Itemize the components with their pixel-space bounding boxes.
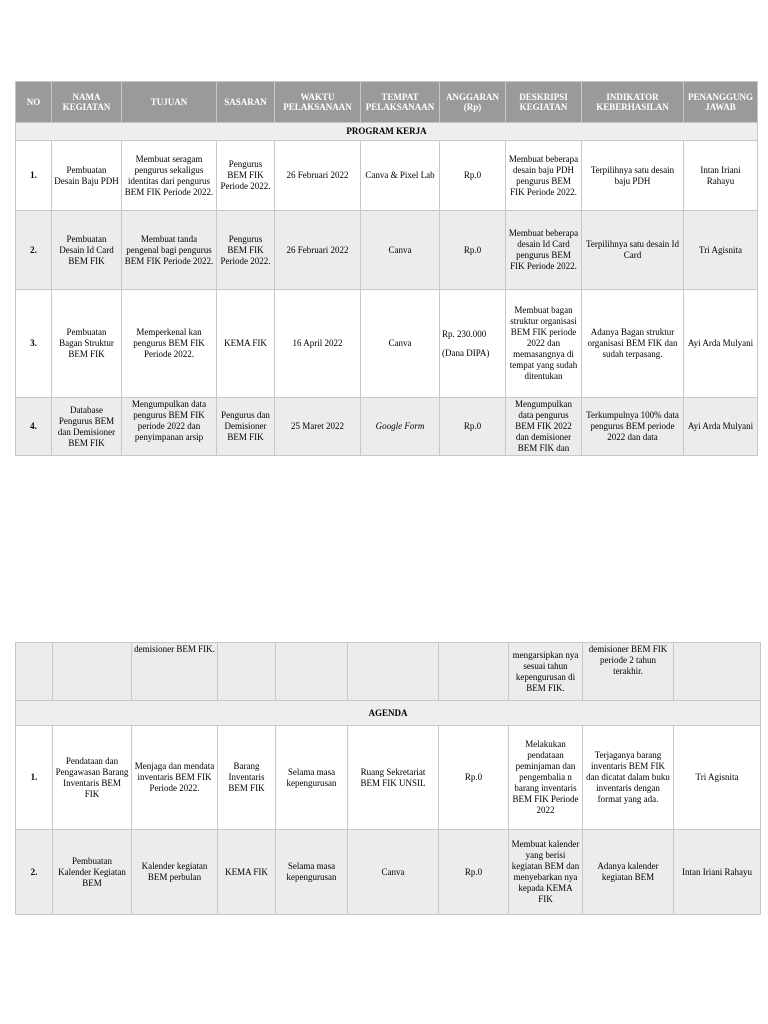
cell-tempat: Ruang Sekretariat BEM FIK UNSIL (348, 726, 439, 830)
header-deskripsi: DESKRIPSI KEGIATAN (506, 82, 582, 123)
cell-sasaran: Pengurus dan Demisioner BEM FIK (217, 398, 275, 456)
cell-anggaran (440, 290, 506, 398)
section-row (16, 123, 758, 141)
header-anggaran: ANGGARAN (Rp) (440, 82, 506, 123)
cell-tujuan: Membuat tanda pengenal bagi pengurus BEM FIK Periode 2022. (122, 211, 217, 290)
cell-indikator: Terjaganya barang inventaris BEM FIK dan dicatat dalam buku inventaris dengan format yang ada. (583, 726, 674, 830)
cell-no (16, 643, 53, 701)
cell-anggaran: Rp.0 (440, 398, 506, 456)
cell-tujuan: demisioner BEM FIK. (132, 643, 218, 701)
cell-penanggung-jawab: Tri Agisnita (674, 726, 761, 830)
cell-indikator: Terpilihnya satu desain baju PDH (582, 141, 684, 211)
cell-no: 2. (16, 211, 52, 290)
cell-tempat: Canva (361, 290, 440, 398)
table-row (16, 290, 758, 398)
header-indikator: INDIKATOR KEBERHASILAN (582, 82, 684, 123)
continued-row (16, 643, 761, 701)
section-title: AGENDA (16, 701, 761, 726)
cell-waktu: Selama masa kepengurusan (276, 726, 348, 830)
cell-nama (53, 643, 132, 701)
cell-tujuan: Menjaga dan mendata inventaris BEM FIK Periode 2022. (132, 726, 218, 830)
cell-no: 3. (16, 290, 52, 398)
cell-waktu: 16 April 2022 (275, 290, 361, 398)
cell-deskripsi: Membuat bagan struktur organisasi BEM FIK periode 2022 dan memasangnya di tempat yang sudah ditentukan (506, 290, 582, 398)
cell-deskripsi: Mengumpulkan data pengurus BEM FIK 2022 dan demisioner BEM FIK dan (506, 398, 582, 456)
cell-penanggung-jawab: Intan Iriani Rahayu (684, 141, 758, 211)
cell-waktu: 26 Februari 2022 (275, 141, 361, 211)
table-row (16, 141, 758, 211)
cell-penanggung-jawab (674, 643, 761, 701)
header-penanggung-jawab: PENANGGUNG JAWAB (684, 82, 758, 123)
cell-sasaran: KEMA FIK (217, 290, 275, 398)
table-row (16, 726, 761, 830)
header-tujuan: TUJUAN (122, 82, 217, 123)
cell-tujuan: Membuat seragam pengurus sekaligus identitas dari pengurus BEM FIK Periode 2022. (122, 141, 217, 211)
cell-waktu: 25 Maret 2022 (275, 398, 361, 456)
cell-waktu (276, 643, 348, 701)
cell-indikator: demisioner BEM FIK periode 2 tahun terakhir. (583, 643, 674, 701)
cell-tempat: Google Form (361, 398, 440, 456)
cell-anggaran: Rp.0 (440, 211, 506, 290)
header-nama-kegiatan: NAMA KEGIATAN (52, 82, 122, 123)
cell-sasaran: Pengurus BEM FIK Periode 2022. (217, 211, 275, 290)
section-row (16, 701, 761, 726)
cell-indikator: Terkumpulnya 100% data pengurus BEM periode 2022 dan data (582, 398, 684, 456)
cell-waktu: 26 Februari 2022 (275, 211, 361, 290)
header-waktu: WAKTU PELAKSANAAN (275, 82, 361, 123)
table-row (16, 830, 761, 915)
cell-sasaran: KEMA FIK (218, 830, 276, 915)
cell-sasaran (218, 643, 276, 701)
cell-no: 1. (16, 141, 52, 211)
cell-no: 1. (16, 726, 53, 830)
cell-tujuan: Mengumpulkan data pengurus BEM FIK periode 2022 dan penyimpanan arsip (122, 398, 217, 456)
cell-deskripsi: Membuat beberapa desain Id Card pengurus BEM FIK Periode 2022. (506, 211, 582, 290)
cell-deskripsi: Membuat kalender yang berisi kegiatan BEM dan menyebarkan nya kepada KEMA FIK (509, 830, 583, 915)
cell-anggaran: Rp.0 (440, 141, 506, 211)
header-tempat: TEMPAT PELAKSANAAN (361, 82, 440, 123)
cell-penanggung-jawab: Intan Iriani Rahayu (674, 830, 761, 915)
cell-anggaran (439, 643, 509, 701)
cell-deskripsi: Membuat beberapa desain baju PDH pengurus BEM FIK Periode 2022. (506, 141, 582, 211)
anggaran-note: (Dana DIPA) (442, 347, 490, 358)
cell-indikator: Terpilihnya satu desain Id Card (582, 211, 684, 290)
table-row (16, 398, 758, 456)
cell-no: 4. (16, 398, 52, 456)
cell-tempat: Canva (361, 211, 440, 290)
cell-indikator: Adanya Bagan struktur organisasi BEM FIK dan sudah terpasang. (582, 290, 684, 398)
cell-nama: Pembuatan Desain Baju PDH (52, 141, 122, 211)
cell-tempat (348, 643, 439, 701)
cell-tempat: Canva (348, 830, 439, 915)
cell-nama: Pendataan dan Pengawasan Barang Inventaris BEM FIK (53, 726, 132, 830)
cell-tujuan: Memperkenal kan pengurus BEM FIK Periode 2022. (122, 290, 217, 398)
cell-penanggung-jawab: Ayi Arda Mulyani (684, 290, 758, 398)
cell-tempat: Canva & Pixel Lab (361, 141, 440, 211)
cell-nama: Database Pengurus BEM dan Demisioner BEM FIK (52, 398, 122, 456)
cell-anggaran: Rp.0 (439, 726, 509, 830)
agenda-table (15, 642, 761, 915)
cell-deskripsi: mengarsipkan nya sesuai tahun kepengurusan di BEM FIK. (509, 643, 583, 701)
cell-no: 2. (16, 830, 53, 915)
cell-deskripsi: Melakukan pendataan peminjaman dan pengembalia n barang inventaris BEM FIK Periode 2022 (509, 726, 583, 830)
section-title: PROGRAM KERJA (16, 123, 758, 141)
table-header-row (16, 82, 758, 123)
cell-nama: Pembuatan Desain Id Card BEM FIK (52, 211, 122, 290)
program-kerja-table (15, 81, 758, 456)
table-row (16, 211, 758, 290)
cell-nama: Pembuatan Kalender Kegiatan BEM (53, 830, 132, 915)
anggaran-value: Rp. 230.000 (442, 328, 487, 339)
header-no: NO (16, 82, 52, 123)
cell-waktu: Selama masa kepengurusan (276, 830, 348, 915)
cell-nama: Pembuatan Bagan Struktur BEM FIK (52, 290, 122, 398)
cell-sasaran: Pengurus BEM FIK Periode 2022. (217, 141, 275, 211)
cell-tujuan: Kalender kegiatan BEM perbulan (132, 830, 218, 915)
cell-indikator: Adanya kalender kegiatan BEM (583, 830, 674, 915)
cell-anggaran: Rp.0 (439, 830, 509, 915)
cell-penanggung-jawab: Ayi Arda Mulyani (684, 398, 758, 456)
cell-penanggung-jawab: Tri Agisnita (684, 211, 758, 290)
cell-sasaran: Barang Inventaris BEM FIK (218, 726, 276, 830)
header-sasaran: SASARAN (217, 82, 275, 123)
